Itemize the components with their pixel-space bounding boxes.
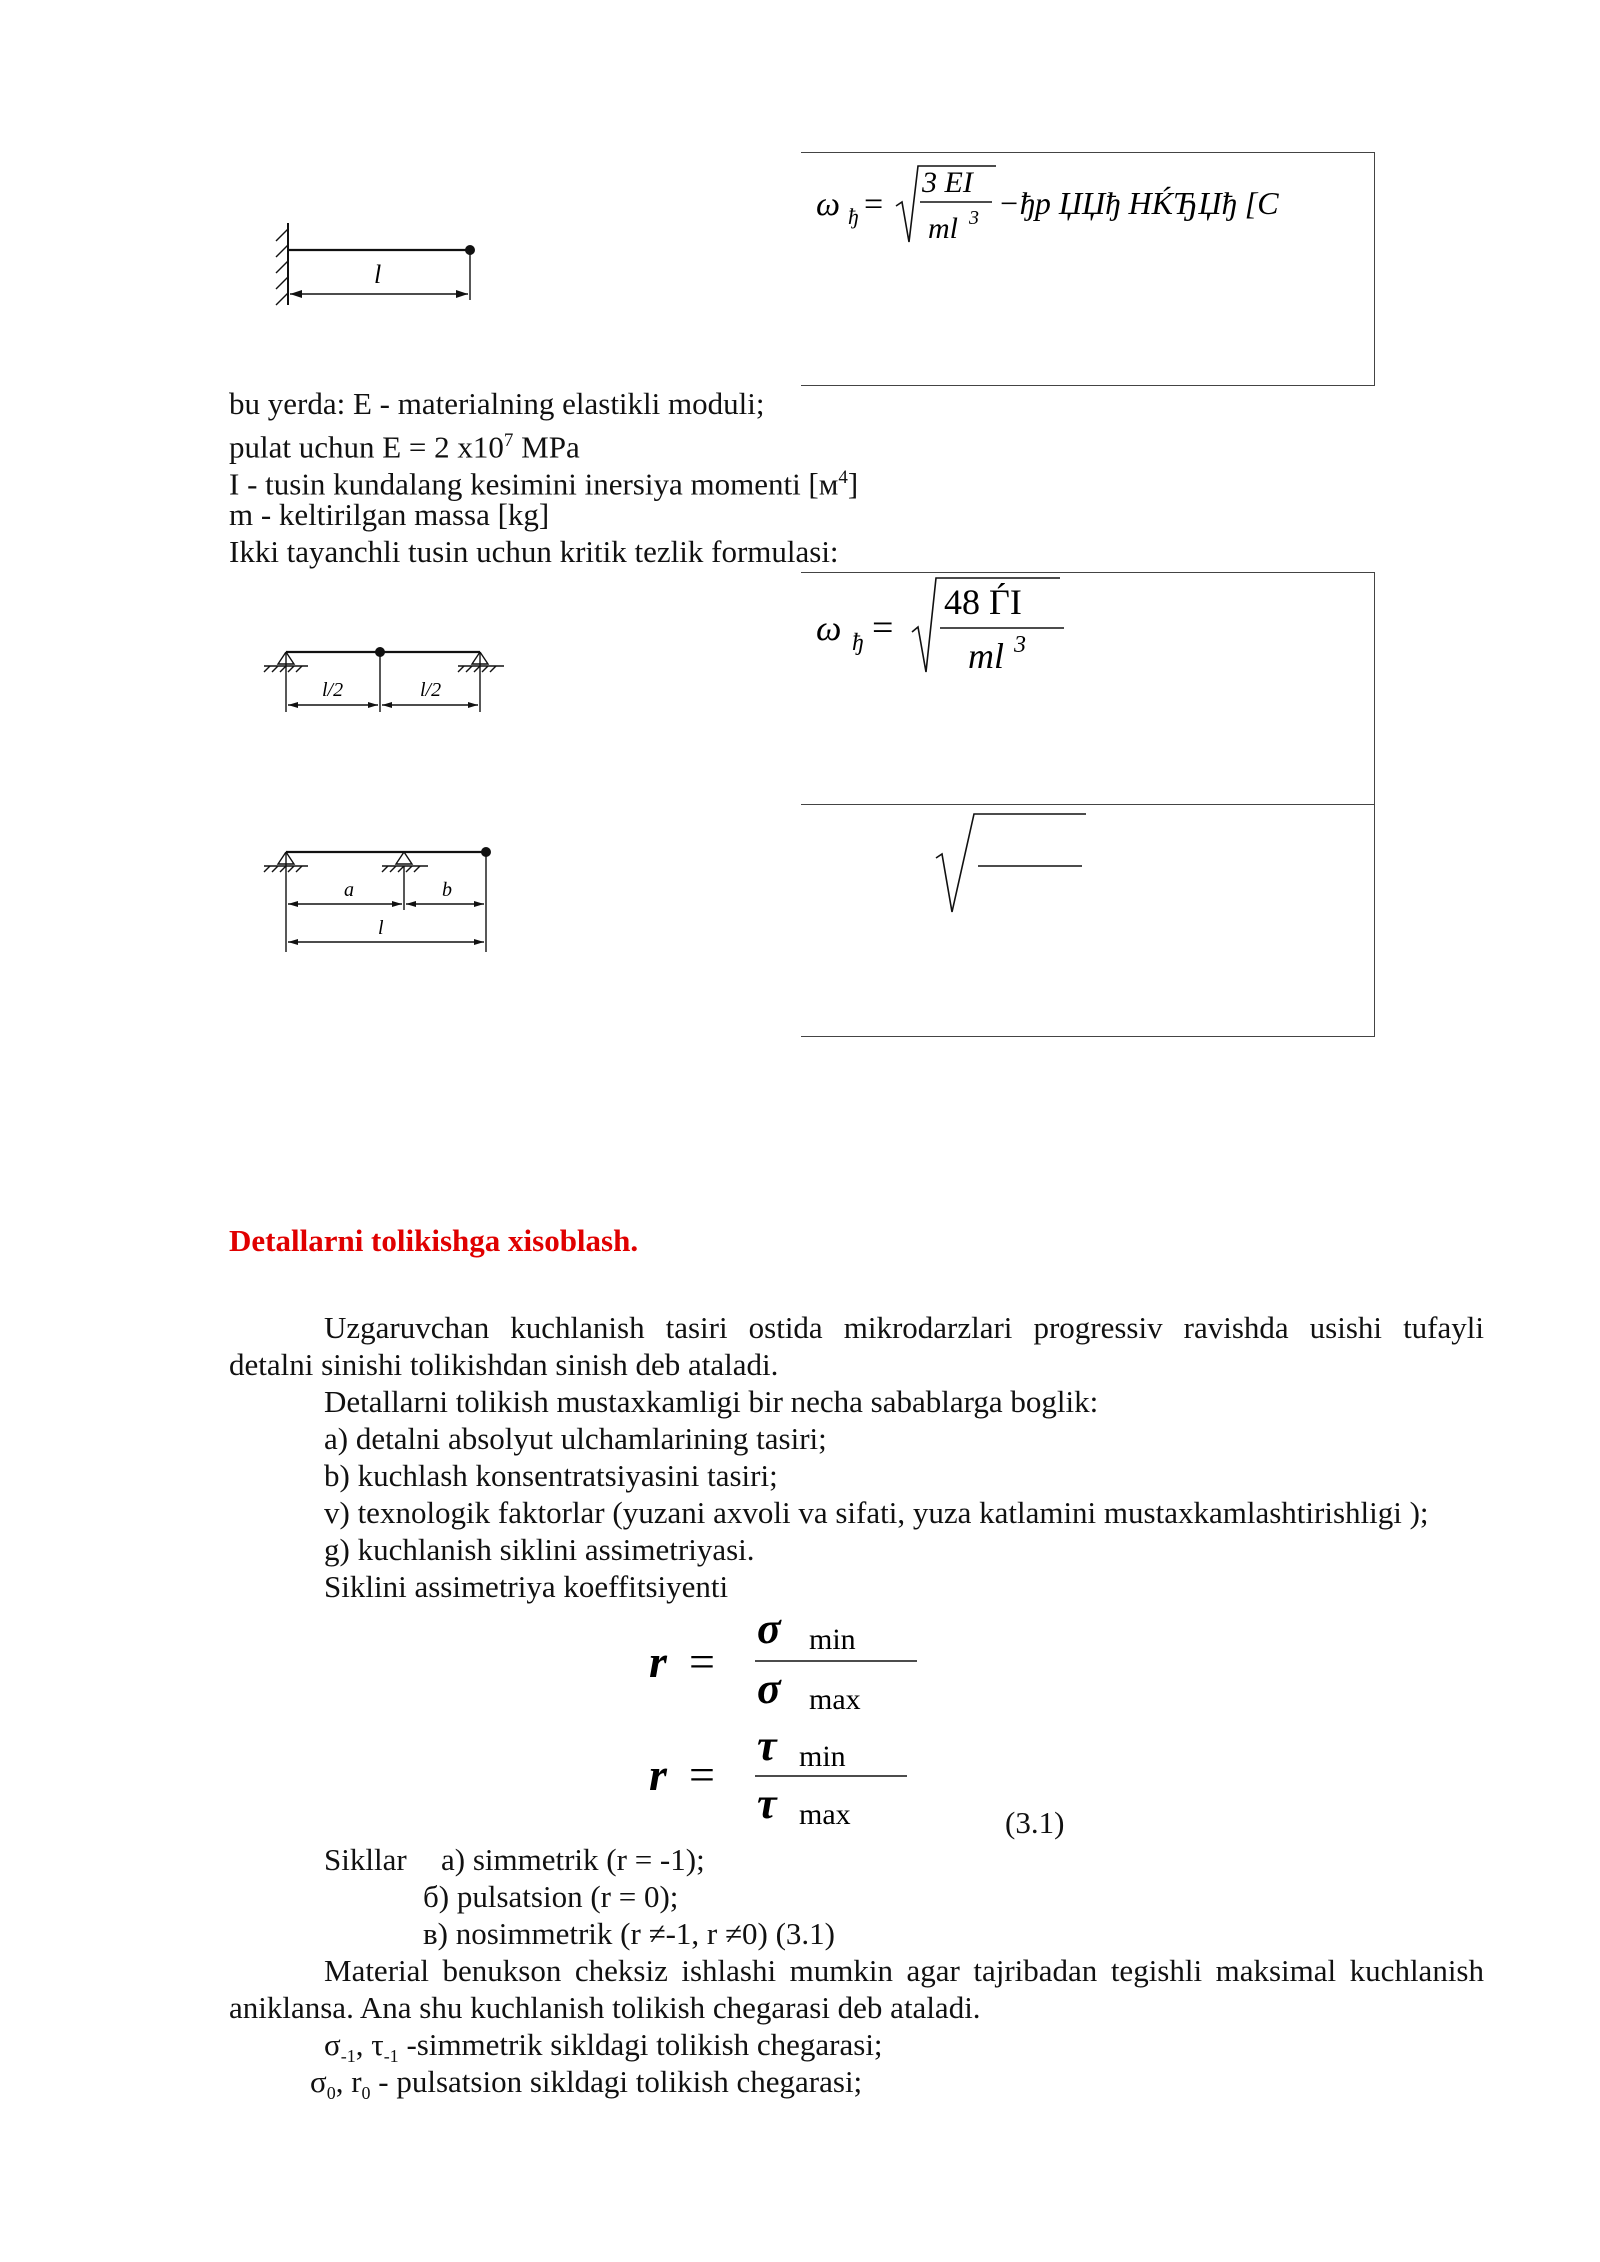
cycle-a: a) simmetrik (r = -1); bbox=[441, 1842, 705, 1877]
closing-line-4-text: - pulsatsion sikldagi tolikish chegarasi; bbox=[370, 2064, 863, 2099]
formula-2 bbox=[812, 572, 1112, 687]
sigma-symbol: σ bbox=[310, 2064, 327, 2099]
formula-1-tail: −ђр ЏЏђ НЌЂЏђ [С bbox=[998, 185, 1279, 221]
list-item: v) texnologik faktorlar (yuzani axvoli va sifati, yuza katlamini mustaxkamlashtirishligi ); bbox=[324, 1495, 1429, 1530]
formula-3-lhs: r bbox=[649, 1636, 667, 1687]
closing-line-1: Material benukson cheksiz ishlashi mumkin agar tajribadan tegishli maksimal kuchlanish bbox=[324, 1953, 1484, 1988]
tau-symbol: , τ bbox=[355, 2027, 384, 2062]
formula-2-sub: ђ bbox=[852, 630, 864, 656]
formula-4-num-sym: τ bbox=[757, 1722, 777, 1770]
formula-4-eq: = bbox=[689, 1749, 715, 1800]
section-heading: Detallarni tolikishga xisoblash. bbox=[229, 1223, 639, 1258]
definition-line-4: m - keltirilgan massa [kg] bbox=[229, 497, 550, 532]
list-item: g) kuchlanish siklini assimetriyasi. bbox=[324, 1532, 755, 1567]
paragraph-1-line-1: Uzgaruvchan kuchlanish tasiri ostida mikrodarzlari progressiv ravishda usishi tufayli bbox=[324, 1310, 1484, 1345]
formula-4 bbox=[645, 1722, 935, 1842]
formula-4-den-sub: max bbox=[799, 1798, 851, 1831]
formula-3-den-sym: σ bbox=[757, 1664, 781, 1713]
segment-a-label: a bbox=[344, 879, 354, 901]
definition-line-3-pre: I - tusin kundalang kesimini inersiya momenti [м bbox=[229, 466, 839, 502]
simply-supported-beam-diagram bbox=[260, 640, 520, 730]
list-item: a) detalni absolyut ulchamlarining tasiri; bbox=[324, 1421, 827, 1456]
total-length-label: l bbox=[378, 917, 384, 939]
r-subscript: 0 bbox=[361, 2083, 371, 2104]
formula-1-numerator: 3 EI bbox=[922, 166, 973, 199]
paragraph-2: Detallarni tolikish mustaxkamligi bir necha sabablarga boglik: bbox=[324, 1384, 1099, 1419]
list-item: b) kuchlash konsentratsiyasini tasiri; bbox=[324, 1458, 778, 1493]
formula-1-sub: ђ bbox=[848, 204, 859, 229]
formula-3-num-sub: min bbox=[809, 1623, 856, 1656]
cycle-b: б) pulsatsion (r = 0); bbox=[423, 1879, 679, 1914]
formula-3 bbox=[645, 1605, 935, 1725]
definition-line-3-post: ] bbox=[847, 466, 859, 502]
formula-1-omega: ω bbox=[816, 186, 841, 223]
left-half-label: l/2 bbox=[322, 679, 344, 701]
formula-1-denominator-exp: 3 bbox=[969, 207, 979, 229]
definition-line-2-sup: 7 bbox=[503, 430, 514, 451]
r-symbol: , r bbox=[335, 2064, 362, 2099]
formula-4-num-sub: min bbox=[799, 1740, 846, 1773]
closing-line-3-text: -simmetrik sikldagi tolikish chegarasi; bbox=[398, 2027, 883, 2062]
sigma-symbol: σ bbox=[324, 2027, 341, 2062]
closing-line-2: aniklansa. Ana shu kuchlanish tolikish chegarasi deb ataladi. bbox=[229, 1990, 981, 2025]
segment-b-label: b bbox=[442, 879, 452, 901]
overhang-beam-diagram bbox=[260, 840, 520, 965]
cycle-c: в) nosimmetrik (r ≠-1, r ≠0) (3.1) bbox=[423, 1916, 835, 1951]
formula-2-omega: ω bbox=[816, 608, 842, 648]
empty-radical bbox=[930, 808, 1090, 923]
sigma-subscript: -1 bbox=[340, 2046, 356, 2067]
formula-2-eq: = bbox=[872, 607, 894, 649]
formula-2-numerator: 48 ЃI bbox=[944, 582, 1022, 622]
definition-line-2-post: MPa bbox=[513, 429, 580, 465]
sigma-subscript: 0 bbox=[326, 2083, 336, 2104]
definition-line-3-sup: 4 bbox=[838, 467, 848, 488]
definition-line-2-pre: pulat uchun E = 2 x10 bbox=[229, 429, 504, 465]
right-half-label: l/2 bbox=[420, 679, 442, 701]
closing-line-4 bbox=[310, 2063, 862, 2112]
definition-line-5: Ikki tayanchli tusin uchun kritik tezlik formulasi: bbox=[229, 534, 839, 569]
formula-4-den-sym: τ bbox=[757, 1779, 777, 1828]
equation-number: (3.1) bbox=[1005, 1805, 1065, 1840]
paragraph-3: Siklini assimetriya koeffitsiyenti bbox=[324, 1569, 729, 1604]
formula-1-eq: = bbox=[864, 186, 884, 223]
formula-3-den-sub: max bbox=[809, 1683, 861, 1716]
formula-2-denominator-exp: 3 bbox=[1014, 632, 1026, 658]
formula-1 bbox=[812, 160, 1372, 260]
formula-2-denominator: ml bbox=[968, 636, 1004, 676]
span-label: l bbox=[374, 260, 382, 289]
formula-4-lhs: r bbox=[649, 1749, 667, 1800]
definition-line-1: bu yerda: E - materialning elastikli moduli; bbox=[229, 386, 765, 421]
cantilever-beam-diagram bbox=[270, 215, 490, 315]
tau-subscript: -1 bbox=[383, 2046, 399, 2067]
formula-3-num-sym: σ bbox=[757, 1605, 781, 1653]
cycles-lead: Sikllar bbox=[324, 1842, 407, 1877]
formula-3-eq: = bbox=[689, 1636, 715, 1687]
formula-1-denominator: ml bbox=[928, 212, 958, 245]
paragraph-1-line-2: detalni sinishi tolikishdan sinish deb ataladi. bbox=[229, 1347, 779, 1382]
